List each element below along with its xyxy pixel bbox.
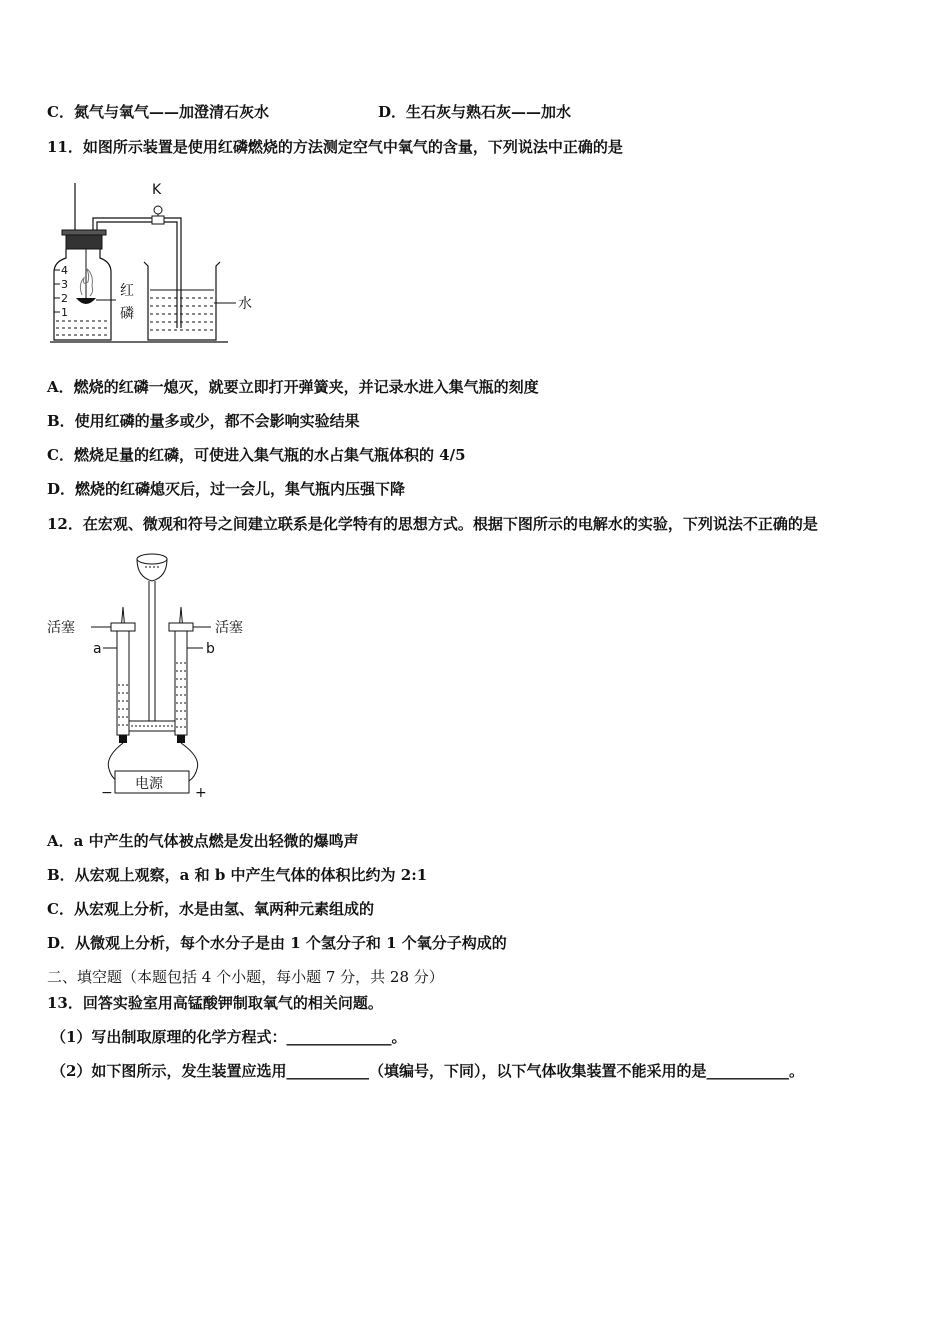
q10-option-c: C．氮气与氧气——加澄清石灰水 [47, 103, 269, 121]
scale-mark-4: 4 [61, 264, 68, 277]
q11-option-c: C．燃烧足量的红磷，可使进入集气瓶的水占集气瓶体积的 4/5 [47, 446, 466, 464]
q10-option-d: D．生石灰与熟石灰——加水 [378, 103, 572, 121]
label-water: 水 [238, 296, 252, 312]
label-clamp-k: K [152, 182, 162, 198]
label-plus: + [195, 785, 207, 800]
section-heading-fill-in: 二、填空题（本题包括 4 个小题，每小题 7 分，共 28 分） [47, 968, 444, 986]
q12-stem: 12．在宏观、微观和符号之间建立联系是化学特有的思想方式。根据下图所示的电解水的实验，下列说法不正确的是 [47, 515, 818, 533]
scale-mark-3: 3 [61, 278, 68, 291]
label-phosphorus: 磷 [120, 306, 134, 322]
scale-mark-1: 1 [61, 306, 68, 319]
q11-option-d: D．燃烧的红磷熄灭后，过一会儿，集气瓶内压强下降 [47, 480, 406, 498]
red-phosphorus-apparatus-figure [48, 178, 268, 346]
label-minus: − [101, 785, 113, 800]
q12-option-b: B．从宏观上观察，a 和 b 中产生气体的体积比约为 2:1 [47, 866, 428, 884]
label-red: 红 [120, 283, 134, 299]
label-stopcock-right: 活塞 [215, 620, 243, 636]
label-tube-a: a [93, 641, 102, 657]
q12-option-a: A．a 中产生的气体被点燃是发出轻微的爆鸣声 [47, 832, 359, 850]
label-tube-b: b [206, 641, 215, 657]
q11-option-a: A．燃烧的红磷一熄灭，就要立即打开弹簧夹，并记录水进入集气瓶的刻度 [47, 378, 539, 396]
q11-option-b: B．使用红磷的量多或少，都不会影响实验结果 [47, 412, 360, 430]
water-electrolysis-figure [45, 545, 255, 800]
q13-stem: 13．回答实验室用高锰酸钾制取氧气的相关问题。 [47, 994, 383, 1012]
q13-part1: （1）写出制取原理的化学方程式：______________。 [51, 1028, 407, 1046]
q13-part2: （2）如下图所示，发生装置应选用___________（填编号，下同），以下气体收集装置不能采用的是___________。 [51, 1062, 804, 1080]
label-stopcock-left: 活塞 [47, 620, 75, 636]
q12-option-c: C．从宏观上分析，水是由氢、氧两种元素组成的 [47, 900, 374, 918]
label-power-supply: 电源 [135, 776, 163, 792]
q11-stem: 11．如图所示装置是使用红磷燃烧的方法测定空气中氧气的含量，下列说法中正确的是 [47, 138, 623, 156]
scale-mark-2: 2 [61, 292, 68, 305]
q12-option-d: D．从微观上分析，每个水分子是由 1 个氢分子和 1 个氧分子构成的 [47, 934, 507, 952]
